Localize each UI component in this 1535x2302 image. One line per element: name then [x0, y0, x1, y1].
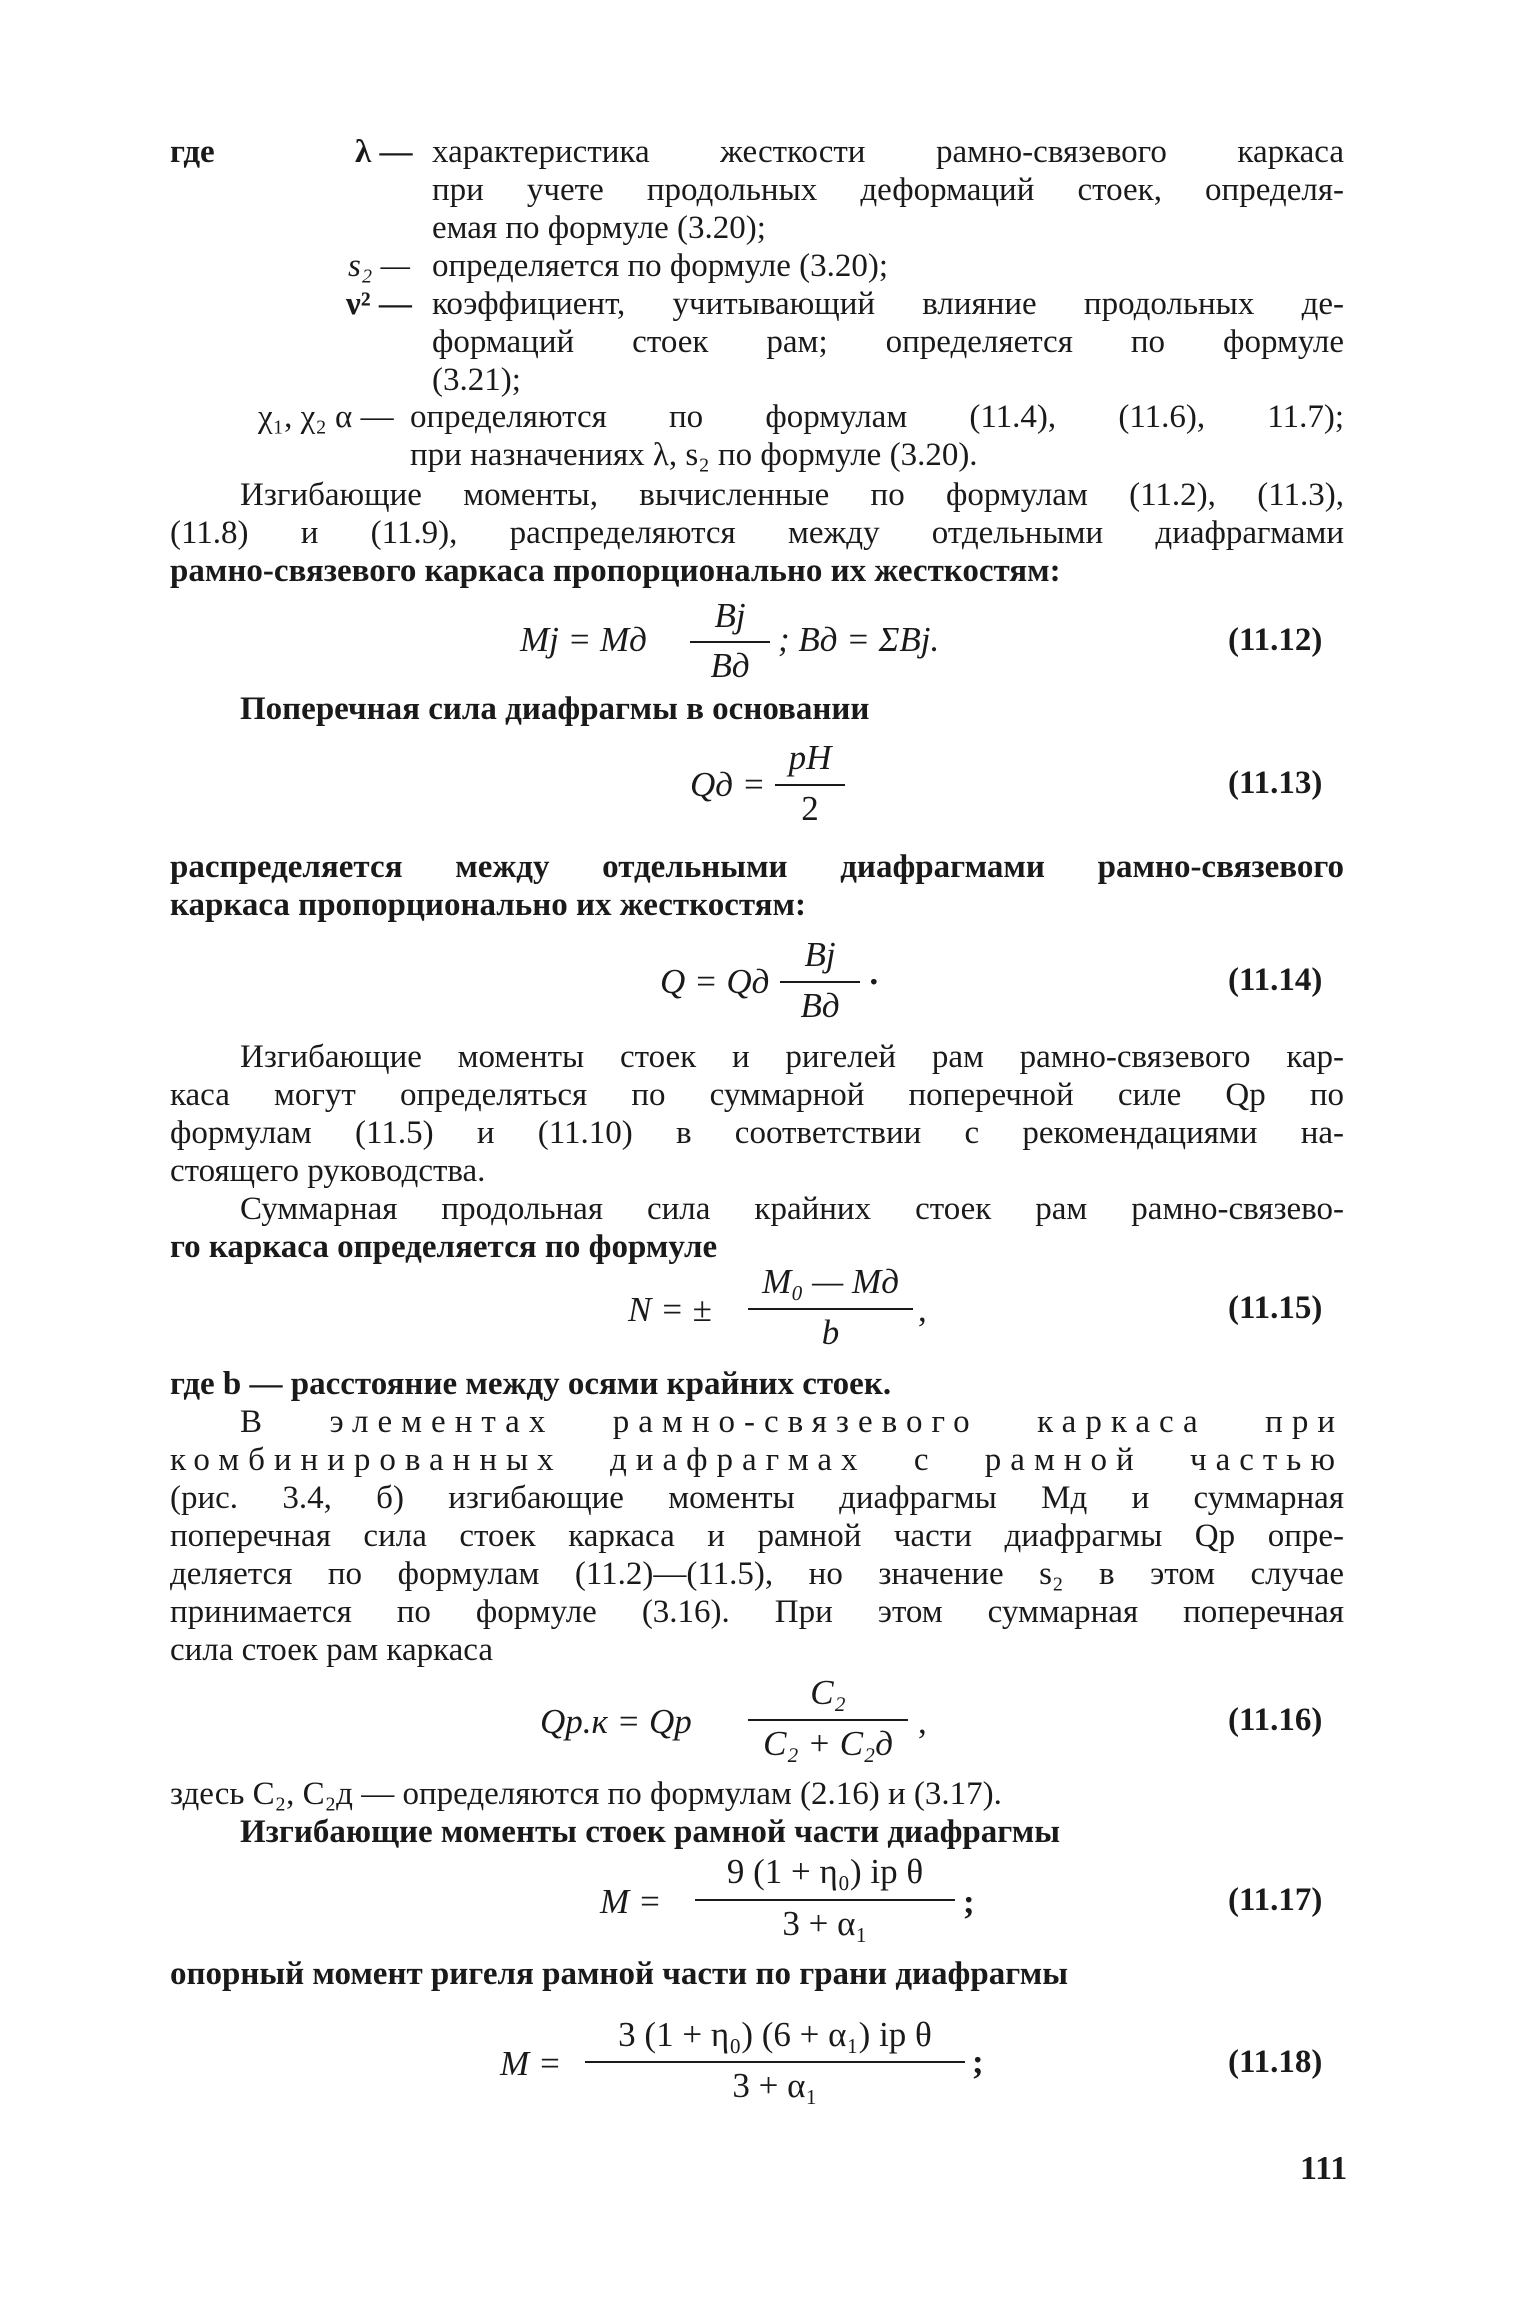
s2-def-line-1: определяется по формуле (3.20);: [432, 248, 888, 284]
chi-def-line-2: при назначениях λ, s₂ по формуле (3.20).: [410, 437, 978, 473]
nu2-def-line-1: коэффициент, учитывающий влияние продольных де-: [432, 286, 1344, 322]
eq13-denominator: 2: [801, 789, 819, 828]
eq15-numerator: M₀ — Mд: [762, 1262, 899, 1301]
eq12-numerator: Bj: [714, 596, 746, 635]
eq17-rhs: ;: [963, 1882, 975, 1921]
eq18-numerator: 3 (1 + η₀) (6 + α₁) iр θ: [618, 2015, 932, 2054]
lambda-def-line-3: емая по формуле (3.20);: [432, 210, 766, 246]
para10: опорный момент ригеля рамной части по грани диафрагмы: [170, 1956, 1069, 1992]
para9: Изгибающие моменты стоек рамной части диафрагмы: [240, 1814, 1061, 1850]
eq17-number: (11.17): [1228, 1882, 1323, 1918]
nu2-symbol: ν² —: [346, 286, 412, 322]
eq17-numerator: 9 (1 + η₀) iр θ: [726, 1852, 924, 1891]
para3-line-2: каркаса пропорционально их жесткостям:: [170, 887, 806, 923]
eq15-rhs: ,: [918, 1290, 927, 1329]
para7-line-1: В элементах рамно-связевого каркаса при: [240, 1404, 1344, 1440]
para7-line-3: (рис. 3.4, б) изгибающие моменты диафрагмы Mд и суммарная: [170, 1480, 1344, 1516]
para6: где b — расстояние между осями крайних стоек.: [170, 1366, 892, 1402]
eq12-fraction-bar: [690, 641, 770, 643]
eq13-number: (11.13): [1228, 765, 1323, 801]
eq15-denominator: b: [821, 1313, 840, 1352]
para1-line-2: (11.8) и (11.9), распределяются между отдельными диафрагмами: [170, 515, 1344, 551]
eq18-number: (11.18): [1228, 2044, 1323, 2080]
para7-line-2: комбинированных диафрагмах с рамной частью: [170, 1442, 1344, 1478]
para3-line-1: распределяется между отдельными диафрагмами рамно-связевого: [170, 849, 1344, 885]
para1-line-3: рамно-связевого каркаса пропорционально их жесткостям:: [170, 553, 1061, 589]
lambda-def-line-2: при учете продольных деформаций стоек, определя-: [432, 172, 1344, 208]
eq17-lhs: M =: [600, 1882, 662, 1921]
nu2-def-line-3: (3.21);: [432, 362, 521, 398]
para4-line-2: каса могут определяться по суммарной поперечной силе Qр по: [170, 1077, 1344, 1113]
eq12-number: (11.12): [1228, 622, 1323, 658]
para4-line-1: Изгибающие моменты стоек и ригелей рам рамно-связевого кар-: [240, 1039, 1344, 1075]
eq14-rhs: ·: [868, 962, 880, 1001]
para7-line-5: деляется по формулам (11.2)—(11.5), но значение s₂ в этом случае: [170, 1556, 1344, 1592]
eq16-fraction-bar: [748, 1719, 908, 1721]
eq12-lhs: Mj = Mд: [520, 620, 647, 659]
para7-line-4: поперечная сила стоек каркаса и рамной части диафрагмы Qр опре-: [170, 1518, 1344, 1554]
eq16-number: (11.16): [1228, 1702, 1323, 1738]
para2: Поперечная сила диафрагмы в основании: [240, 691, 870, 727]
para8: здесь C₂, C₂д — определяются по формулам (2.16) и (3.17).: [170, 1776, 1002, 1812]
eq13-lhs: Qд =: [690, 765, 766, 804]
eq15-lhs: N = ±: [628, 1290, 712, 1329]
eq14-lhs: Q = Qд: [660, 962, 770, 1001]
lambda-symbol: λ —: [355, 134, 413, 170]
chi-symbols: χ₁, χ₂ α —: [258, 399, 394, 435]
s2-symbol: s₂ —: [348, 248, 410, 284]
eq18-denominator: 3 + α₁: [732, 2066, 818, 2105]
para7-line-7: сила стоек рам каркаса: [170, 1632, 493, 1668]
eq12-rhs: ; Bд = ΣBj.: [778, 620, 940, 659]
eq16-numerator: C₂: [810, 1673, 846, 1712]
eq17-denominator: 3 + α₁: [782, 1904, 868, 1943]
page-number: 111: [1300, 2150, 1348, 2187]
eq16-lhs: Qр.к = Qр: [540, 1702, 692, 1741]
eq14-number: (11.14): [1228, 962, 1323, 998]
eq13-fraction-bar: [775, 784, 845, 786]
eq15-number: (11.15): [1228, 1290, 1323, 1326]
para5-line-2: го каркаса определяется по формуле: [170, 1229, 718, 1265]
para4-line-3: формулам (11.5) и (11.10) в соответствии с рекомендациями на-: [170, 1115, 1344, 1151]
eq16-denominator: C₂ + C₂д: [763, 1724, 893, 1763]
eq18-fraction-bar: [585, 2061, 965, 2063]
chi-def-line-1: определяются по формулам (11.4), (11.6), 11.7);: [410, 399, 1344, 435]
eq12-denominator: Bд: [710, 646, 750, 685]
lambda-def-line-1: характеристика жесткости рамно-связевого каркаса: [432, 134, 1344, 170]
eq18-rhs: ;: [972, 2042, 984, 2081]
eq17-fraction-bar: [695, 1899, 955, 1901]
eq14-fraction-bar: [780, 981, 860, 983]
nu2-def-line-2: формаций стоек рам; определяется по формуле: [432, 324, 1344, 360]
para4-line-4: стоящего руководства.: [170, 1153, 486, 1189]
para5-line-1: Суммарная продольная сила крайних стоек рам рамно-связево-: [240, 1191, 1344, 1227]
eq15-fraction-bar: [748, 1308, 913, 1310]
para1-line-1: Изгибающие моменты, вычисленные по формулам (11.2), (11.3),: [240, 477, 1344, 513]
eq18-lhs: M =: [500, 2044, 562, 2083]
where-word: где: [170, 134, 215, 170]
eq16-rhs: ,: [918, 1702, 927, 1741]
eq14-denominator: Bд: [800, 986, 840, 1025]
eq14-numerator: Bj: [804, 935, 836, 974]
para7-line-6: принимается по формуле (3.16). При этом суммарная поперечная: [170, 1594, 1344, 1630]
eq13-numerator: pH: [788, 738, 832, 777]
